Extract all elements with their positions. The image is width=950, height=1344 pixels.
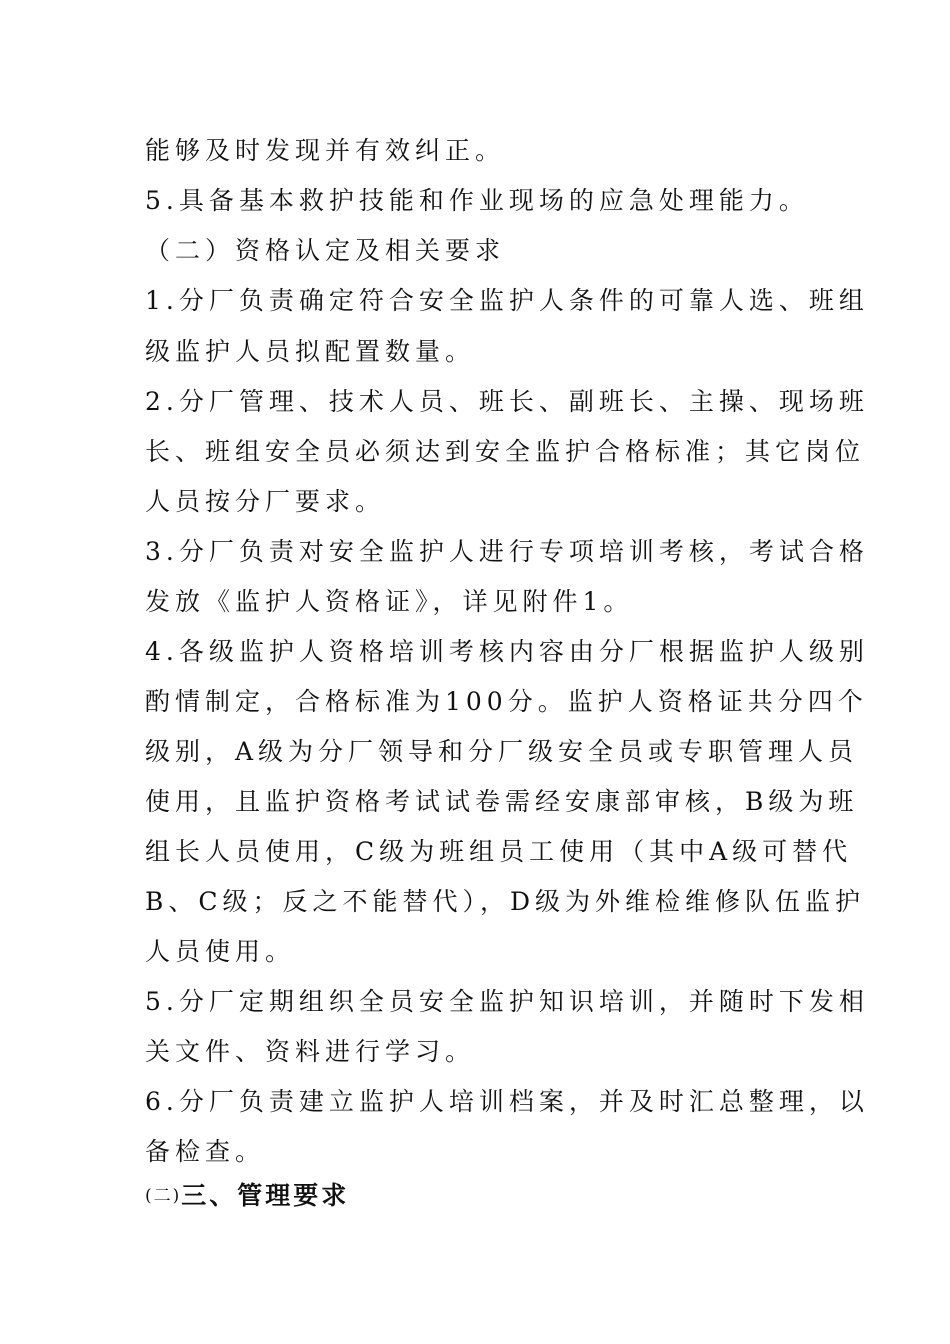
section-heading <box>145 1180 825 1212</box>
paragraph-line: 4.各级监护人资格培训考核内容由分厂根据监护人级别 <box>145 637 869 666</box>
paragraph-line: 备检查。 <box>145 1137 266 1166</box>
paragraph-line: 人员使用。 <box>145 937 296 966</box>
section-heading-title: 三、管理要求 <box>181 1181 350 1210</box>
paragraph-line: 2.分厂管理、技术人员、班长、副班长、主操、现场班 <box>145 387 869 416</box>
section-heading-number: (二) <box>145 1186 182 1206</box>
paragraph-line: 5.具备基本救护技能和作业现场的应急处理能力。 <box>145 186 809 215</box>
paragraph-line: 长、班组安全员必须达到安全监护合格标准；其它岗位 <box>145 437 866 466</box>
paragraph-line: 组长人员使用，C级为班组员工使用（其中A级可替代 <box>145 837 853 866</box>
paragraph-line: 发放《监护人资格证》，详见附件1。 <box>145 587 634 616</box>
paragraph-line: 级监护人员拟配置数量。 <box>145 337 476 366</box>
paragraph-line: 5.分厂定期组织全员安全监护知识培训，并随时下发相 <box>145 987 869 1016</box>
subsection-heading: （二）资格认定及相关要求 <box>145 236 506 265</box>
paragraph-line: 使用，且监护资格考试试卷需经安康部审核，B级为班 <box>145 787 859 816</box>
paragraph-line: 1.分厂负责确定符合安全监护人条件的可靠人选、班组 <box>145 286 869 315</box>
paragraph-line: 酌情制定，合格标准为100分。监护人资格证共分四个 <box>145 687 868 716</box>
paragraph-line: 级别，A级为分厂领导和分厂级安全员或专职管理人员 <box>145 737 859 766</box>
paragraph-line: 能够及时发现并有效纠正。 <box>145 136 506 165</box>
paragraph-line: 6.分厂负责建立监护人培训档案，并及时汇总整理，以 <box>145 1087 869 1116</box>
paragraph-line: 3.分厂负责对安全监护人进行专项培训考核，考试合格 <box>145 537 869 566</box>
paragraph-line: 人员按分厂要求。 <box>145 487 386 516</box>
paragraph-line: 关文件、资料进行学习。 <box>145 1037 476 1066</box>
paragraph-line: B、C级；反之不能替代），D级为外维检维修队伍监护 <box>145 887 866 916</box>
